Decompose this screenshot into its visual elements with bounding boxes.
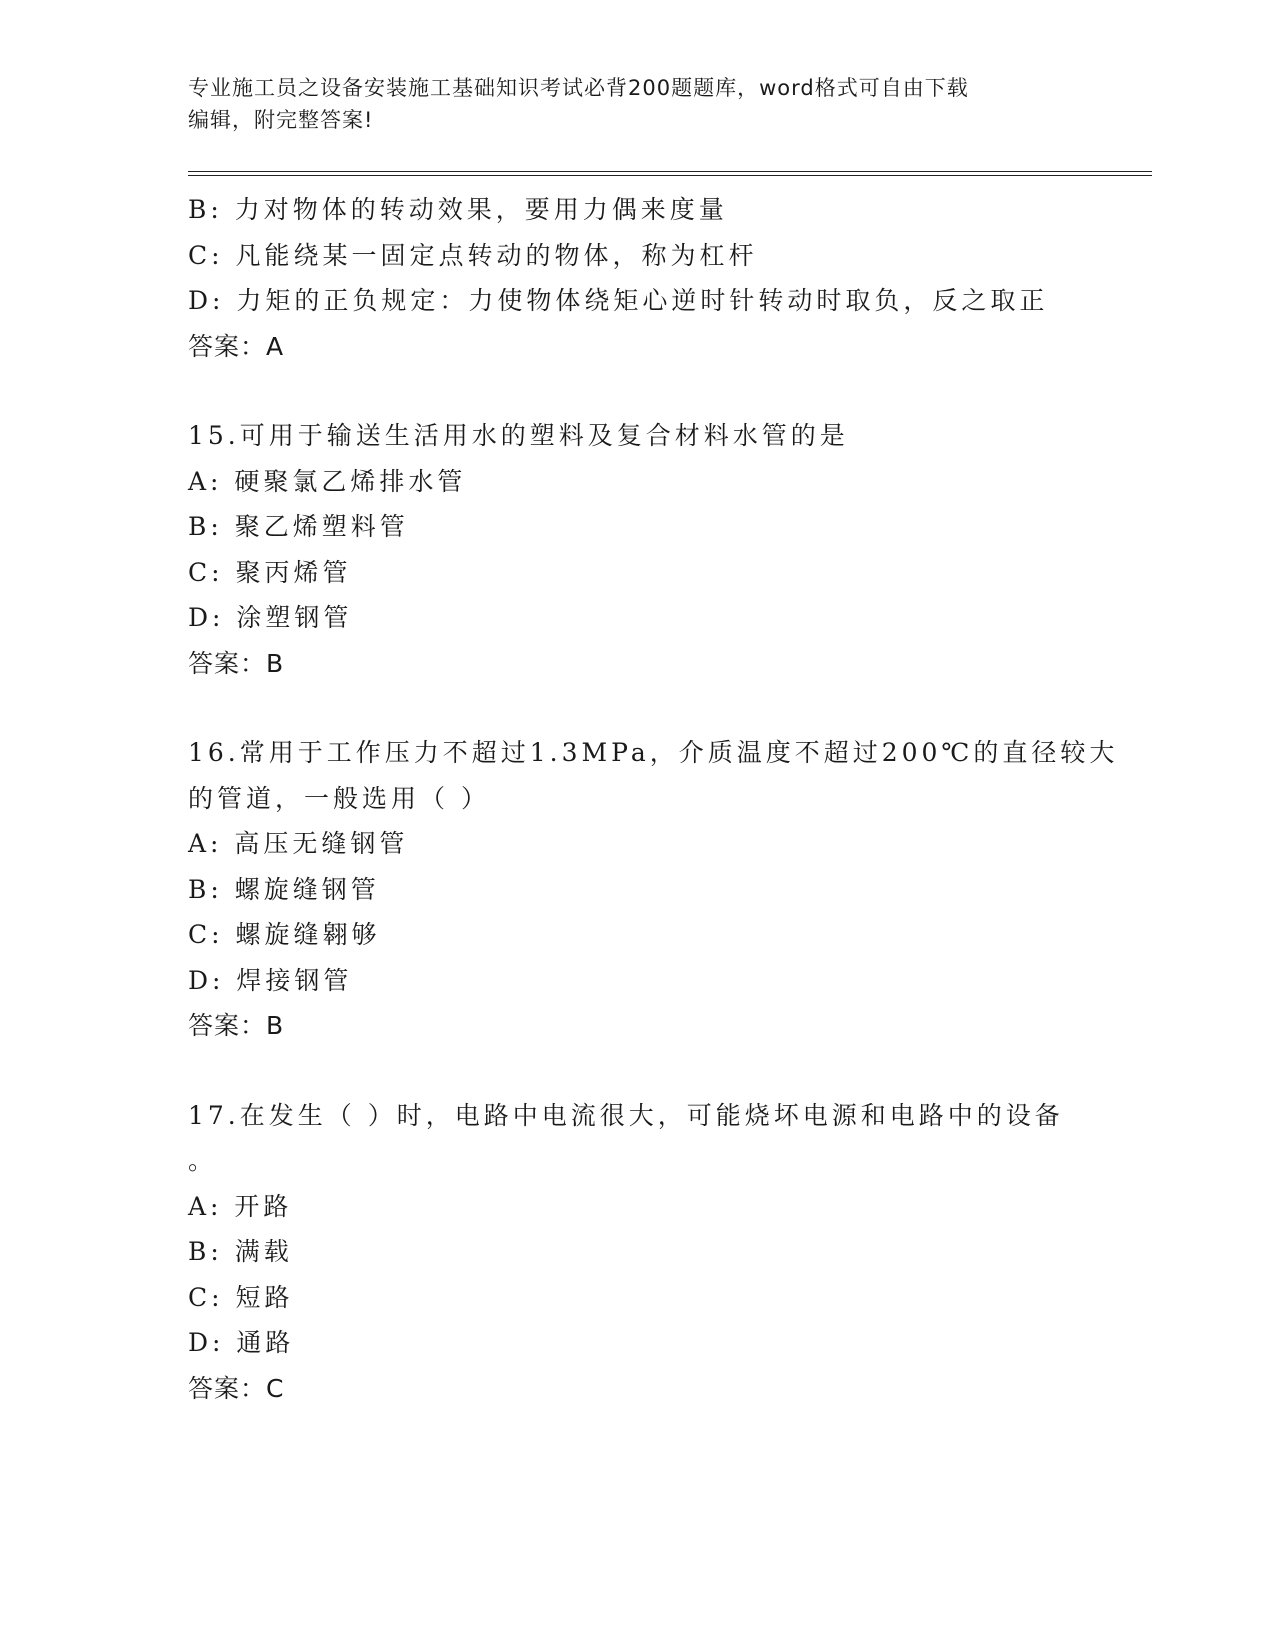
question-block-15 [188,413,1088,686]
question-block-17 [188,1093,1088,1412]
option-line: C: 聚丙烯管 [188,557,352,587]
question-block-16 [188,730,1119,1049]
question-stem-continued: 。 [188,1146,218,1175]
header-line-2: 编辑，附完整答案! [188,108,374,132]
document-header [188,72,1088,136]
header-line-1: 专业施工员之设备安装施工基础知识考试必背200题题库，word格式可自由下载 [188,76,969,100]
answer-line: 答案：B [188,648,285,678]
question-stem: 15.可用于输送生活用水的塑料及复合材料水管的是 [188,421,849,450]
question-list [188,187,1119,1411]
answer-line: 答案：A [188,331,285,361]
spacer [188,686,1088,730]
option-line: D: 力矩的正负规定：力使物体绕矩心逆时针转动时取负，反之取正 [188,286,1049,315]
header-rule-top [188,171,1152,172]
answer-line: 答案：C [188,1373,285,1403]
option-line: A: 硬聚氯乙烯排水管 [188,466,467,496]
question-stem-continued: 的管道，一般选用（ ） [188,783,490,813]
answer-line: 答案：B [188,1011,285,1040]
question-stem: 17.在发生（ ）时，电路中电流很大，可能烧坏电源和电路中的设备 [188,1100,1064,1130]
option-line: C: 短路 [188,1282,294,1312]
option-line: C: 螺旋缝翱够 [188,920,381,949]
option-line: B: 满载 [188,1237,293,1266]
spacer [188,1049,1088,1093]
question-block-continued [188,187,1088,369]
spacer [188,369,1088,413]
option-line: A: 高压无缝钢管 [188,829,409,858]
option-line: D: 焊接钢管 [188,965,353,995]
option-line: C: 凡能绕某一固定点转动的物体，称为杠杆 [188,240,758,270]
option-line: D: 通路 [188,1328,295,1357]
header-rule-bottom [188,175,1152,176]
option-line: A: 开路 [188,1191,293,1221]
question-stem: 16.常用于工作压力不超过1.3MPa，介质温度不超过200℃的直径较大 [188,738,1119,767]
option-line: B: 聚乙烯塑料管 [188,512,409,541]
option-line: B: 力对物体的转动效果，要用力偶来度量 [188,195,728,224]
option-line: B: 螺旋缝钢管 [188,874,380,904]
option-line: D: 涂塑钢管 [188,603,353,632]
